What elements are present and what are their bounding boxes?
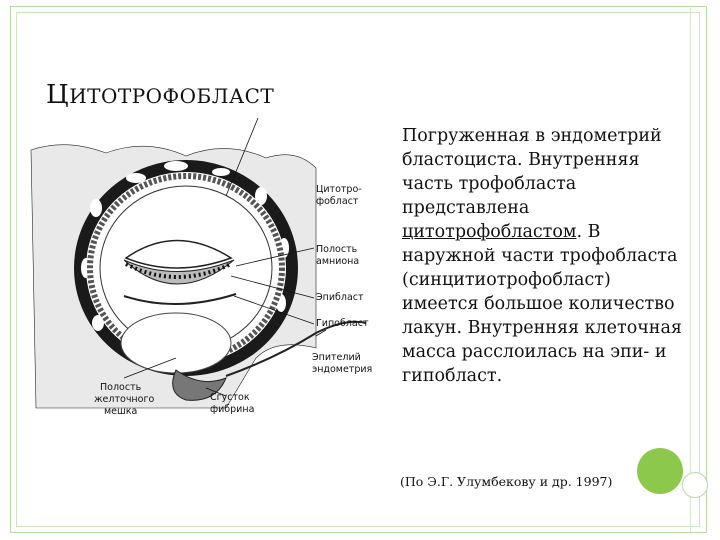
- body-text-before: Погруженная в эндометрий бластоциста. Внутренняя часть трофобласта представлена: [402, 126, 662, 218]
- label-epithelium-1: Эпителий: [312, 352, 361, 363]
- citation: (По Э.Г. Улумбекову и др. 1997): [400, 474, 613, 489]
- blastocyst-diagram: [26, 108, 398, 428]
- label-hypoblast: Гипобласт: [316, 318, 369, 329]
- body-text-after: . В наружной части трофобласта (синцитиотрофобласт) имеется большое количество лакун. Внутренняя клеточная масса расслоилась на эпи- и гипобласт.: [402, 222, 682, 386]
- label-yolk-3: мешка: [104, 406, 138, 417]
- decor-white-circle: [682, 472, 708, 498]
- label-cytotrophoblast-1: Цитотро-: [316, 184, 362, 195]
- label-epithelium-2: эндометрия: [312, 364, 373, 375]
- title-rest: ИТОТРОФОБЛАСТ: [69, 84, 275, 108]
- label-epiblast: Эпибласт: [316, 292, 364, 303]
- label-yolk-1: Полость: [100, 382, 142, 393]
- label-clot-1: Сгусток: [210, 392, 250, 403]
- label-clot-2: фибрина: [210, 404, 255, 415]
- title-first-letter: Ц: [46, 80, 70, 110]
- label-amnion-1: Полость: [316, 244, 358, 255]
- slide-body-text: [402, 124, 692, 388]
- slide-title: [46, 80, 274, 110]
- label-yolk-2: желточного: [94, 394, 155, 405]
- label-amnion-2: амниона: [316, 256, 360, 267]
- label-cytotrophoblast-2: фобласт: [316, 196, 359, 207]
- decor-green-circle: [637, 448, 683, 494]
- body-text-underlined: цитотрофобластом: [402, 222, 577, 242]
